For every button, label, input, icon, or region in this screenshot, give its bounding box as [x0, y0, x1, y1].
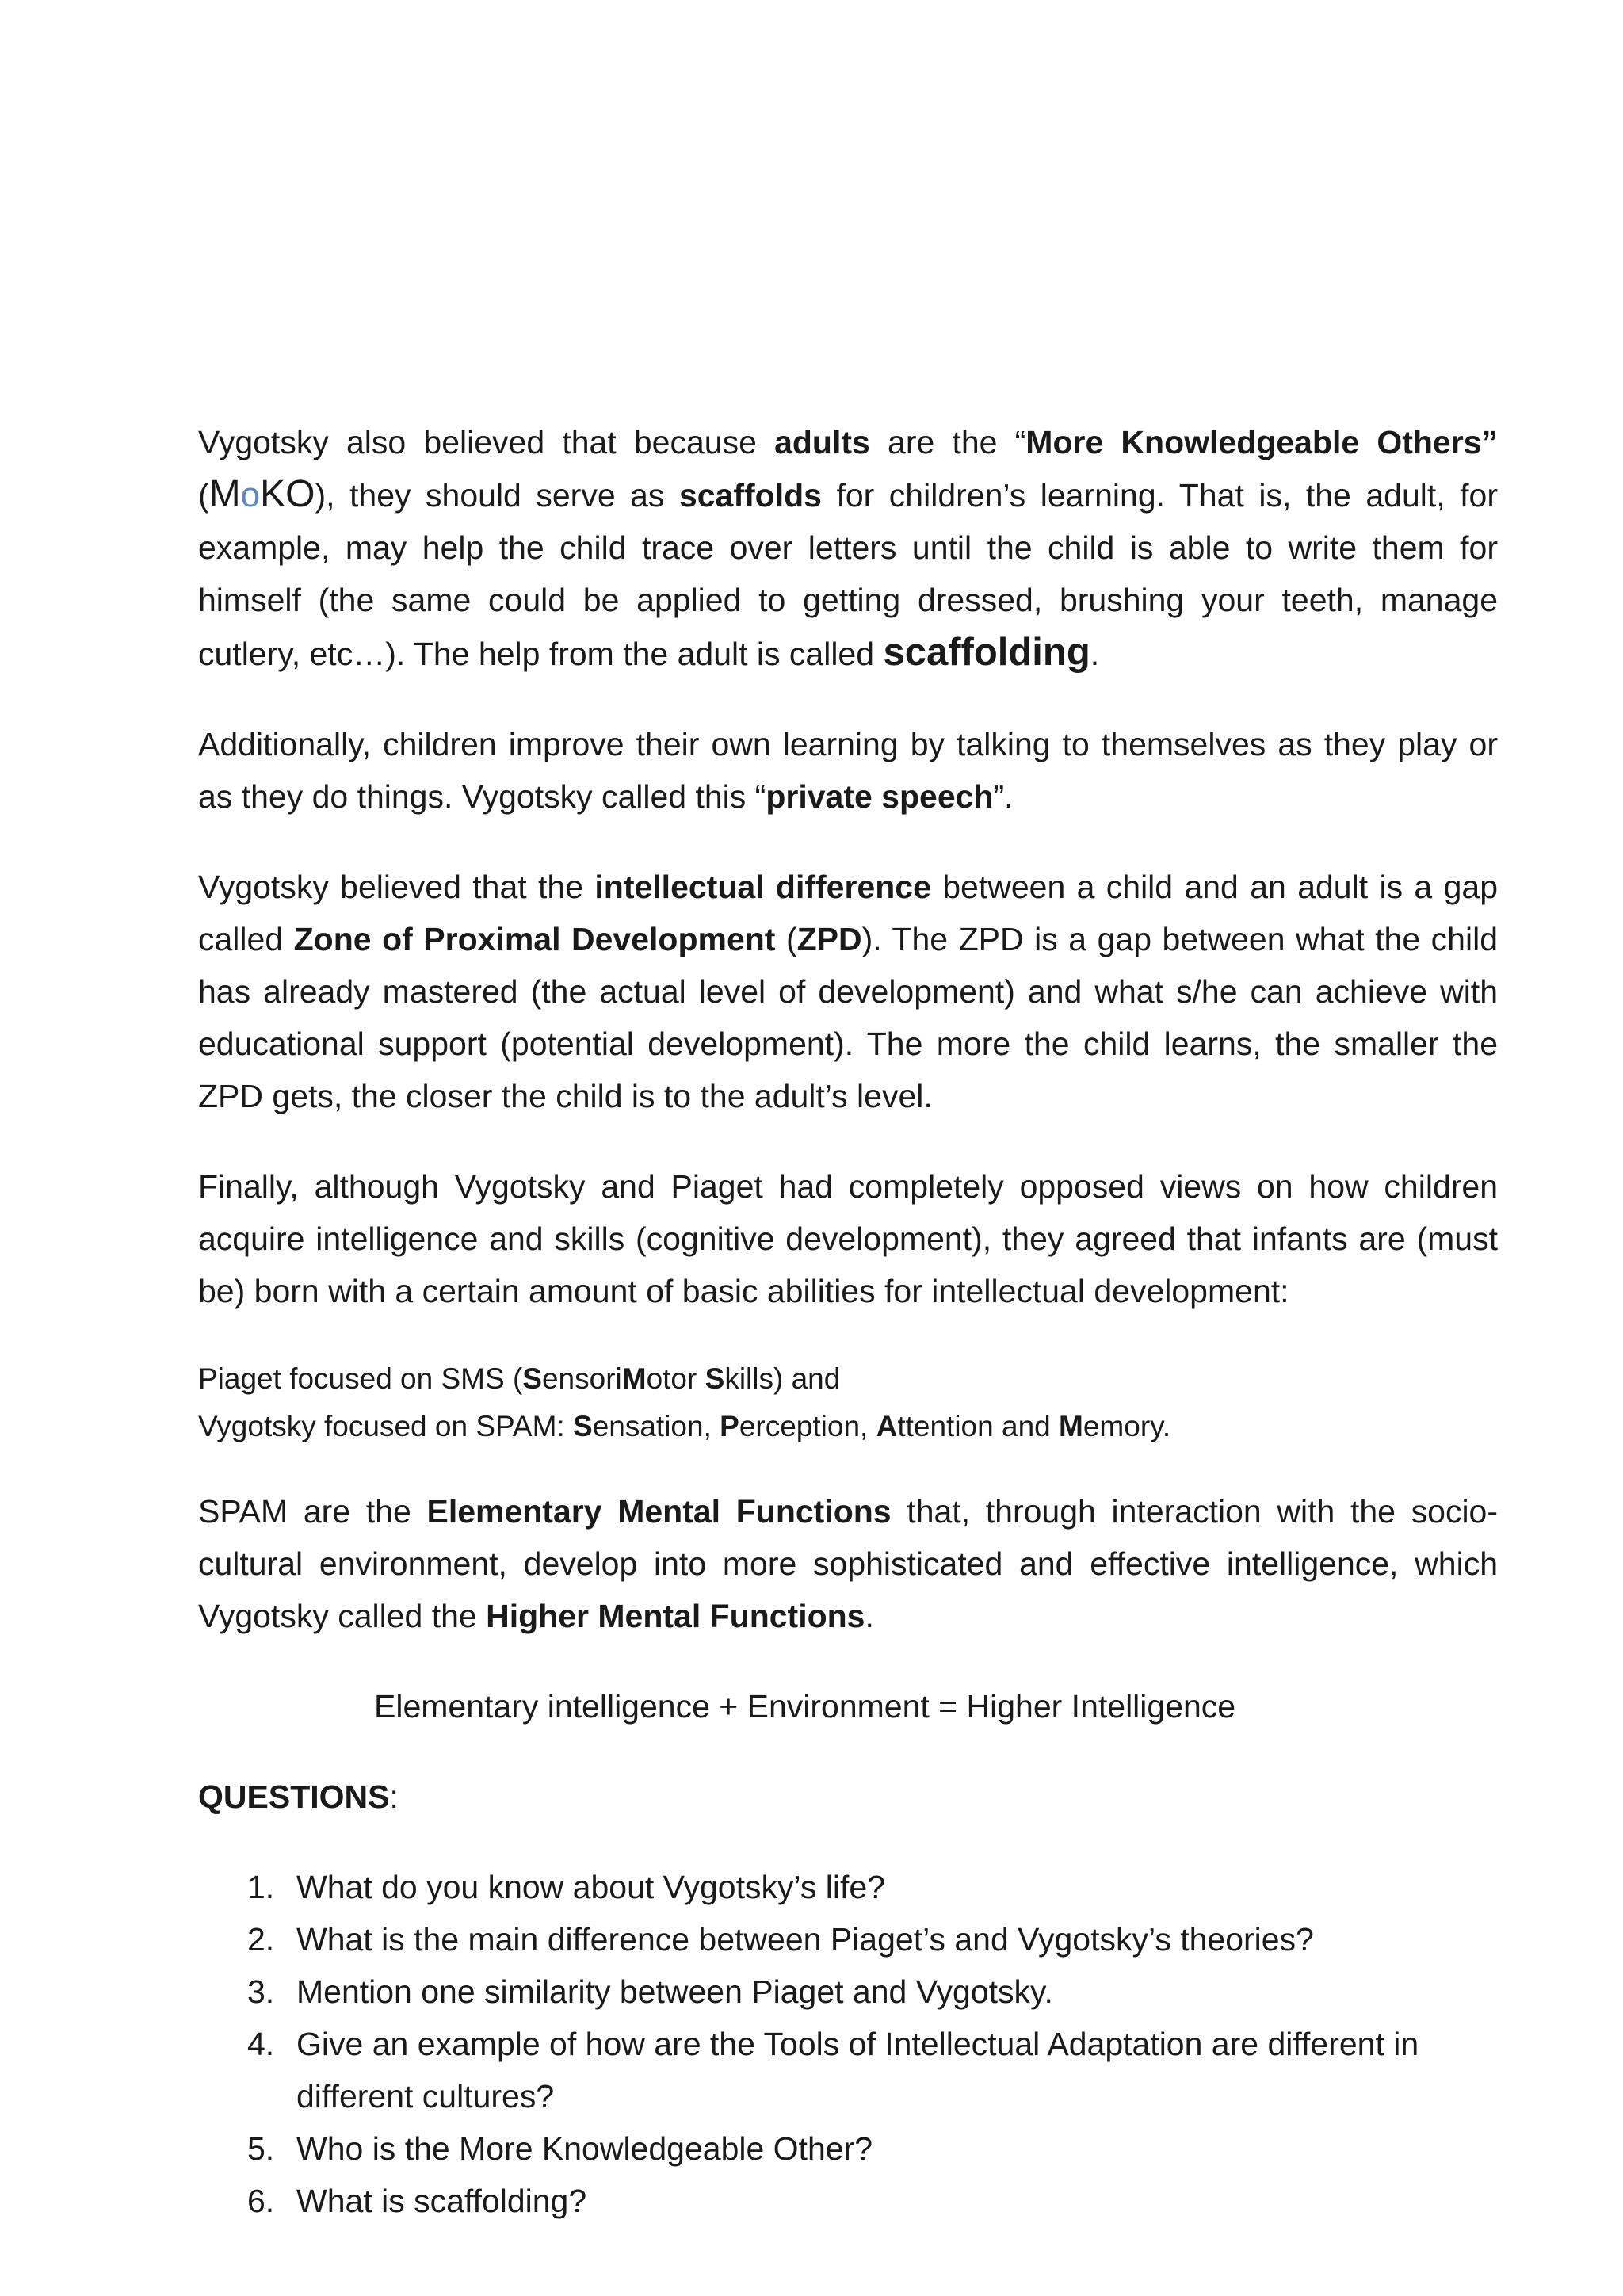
text: emory.: [1083, 1410, 1171, 1442]
list-item: [198, 2018, 1498, 2122]
text: ). The ZPD is a gap between what the child has already mastered (the actual level of development) and what s/he can achieve with educational support (potential development). The more the child learns, the smaller the ZPD gets, the closer the child is to the adult’s level.: [198, 921, 1498, 1114]
list-number: 1.: [247, 1869, 275, 1905]
list-item: [198, 1861, 1498, 1913]
question-text: Mention one similarity between Piaget and Vygotsky.: [296, 1973, 1053, 2010]
list-item: [198, 2175, 1498, 2227]
bold-term-adults: adults: [774, 424, 870, 460]
text: for children’s learning. That is, the adult, for example, may help the child trace over letters until the child is able to write them for himself (the same could be applied to getting dressed, brushing your teeth, manage cutlery, etc…). The help from the adult is called: [198, 477, 1498, 672]
paragraph-mental-functions: [198, 1485, 1498, 1642]
text: SPAM are the: [198, 1493, 427, 1530]
question-text: Who is the More Knowledgeable Other?: [296, 2130, 873, 2167]
initial-a: A: [876, 1410, 898, 1442]
bold-term-zpd: ZPD: [796, 921, 862, 957]
paragraph-piaget-vygotsky: Finally, although Vygotsky and Piaget had completely opposed views on how children acquire intelligence and skills (cognitive development), they agreed that infants are (must be) born with a certain amount of basic abilities for intellectual development:: [198, 1168, 1498, 1309]
bold-term-private-speech: private speech: [766, 778, 994, 815]
bold-term-zpd-full: Zone of Proximal Development: [293, 921, 776, 957]
text: .: [865, 1598, 874, 1634]
question-text: Give an example of how are the Tools of Intellectual Adaptation are different in different cultures?: [296, 2026, 1419, 2115]
text: :: [389, 1778, 399, 1815]
formula-line: Elementary intelligence + Environment = Higher Intelligence: [374, 1688, 1236, 1725]
text: ), they should serve as: [315, 477, 679, 514]
moko-letter-o: o: [240, 476, 261, 514]
initial-m: M: [621, 1362, 647, 1395]
initial-p: P: [720, 1410, 739, 1442]
document-page: [198, 416, 1498, 2227]
text: Vygotsky focused on SPAM:: [198, 1410, 573, 1442]
list-number: 4.: [247, 2026, 275, 2062]
text: erception,: [739, 1410, 876, 1442]
text: (: [775, 921, 797, 957]
moko-letters-ko: KO: [260, 473, 315, 515]
text: that, through interaction with the socio-cultural environment, develop into more sophisticated and effective intelligence, which Vygotsky called the: [198, 1493, 1499, 1634]
sms-line: [198, 1355, 1498, 1403]
bold-term-elementary-mental-functions: Elementary Mental Functions: [426, 1493, 892, 1530]
initial-m: M: [1059, 1410, 1083, 1442]
moko-letter-m: M: [208, 473, 241, 515]
spam-line: [198, 1403, 1498, 1450]
text: kills) and: [724, 1362, 841, 1395]
question-text: What is the main difference between Piaget’s and Vygotsky’s theories?: [296, 1921, 1314, 1958]
paragraph-moko: [198, 416, 1498, 680]
text: Piaget focused on SMS (: [198, 1362, 523, 1395]
text: are the “: [869, 424, 1026, 460]
paragraph-zpd: [198, 861, 1498, 1122]
questions-list: [198, 1861, 1498, 2227]
list-item: [198, 1913, 1498, 1966]
list-item: [198, 1966, 1498, 2018]
questions-heading: [198, 1771, 1498, 1823]
initial-s: S: [573, 1410, 593, 1442]
text: Vygotsky also believed that because: [198, 424, 775, 460]
list-number: 6.: [247, 2183, 275, 2219]
question-text: What do you know about Vygotsky’s life?: [296, 1869, 885, 1905]
bold-term-intellectual-difference: intellectual difference: [594, 869, 931, 905]
sms-spam-block: [198, 1355, 1498, 1450]
initial-s: S: [522, 1362, 542, 1395]
list-number: 3.: [247, 1973, 275, 2010]
bold-term-higher-mental-functions: Higher Mental Functions: [486, 1598, 865, 1634]
text: (: [198, 477, 209, 514]
questions-title: QUESTIONS: [198, 1778, 390, 1815]
bold-term-more-knowledgeable-others: More Knowledgeable Others”: [1025, 424, 1498, 460]
text: .: [1090, 636, 1100, 672]
list-number: 5.: [247, 2130, 275, 2167]
text: Additionally, children improve their own learning by talking to themselves as they play or as they do things. Vygotsky called this “: [198, 726, 1498, 815]
bold-term-scaffolds: scaffolds: [678, 477, 822, 514]
text: ensori: [541, 1362, 622, 1395]
question-text: What is scaffolding?: [296, 2183, 587, 2219]
list-number: 2.: [247, 1921, 275, 1958]
list-item: [198, 2122, 1498, 2175]
initial-s: S: [705, 1362, 725, 1395]
text: otor: [646, 1362, 705, 1395]
text: ensation,: [592, 1410, 720, 1442]
paragraph-private-speech: [198, 718, 1498, 823]
text: ttention and: [897, 1410, 1060, 1442]
text: Vygotsky believed that the: [198, 869, 595, 905]
bold-term-scaffolding: scaffolding: [883, 631, 1090, 674]
text: between a child and an adult is a gap called: [198, 869, 1498, 957]
text: ”.: [993, 778, 1014, 815]
